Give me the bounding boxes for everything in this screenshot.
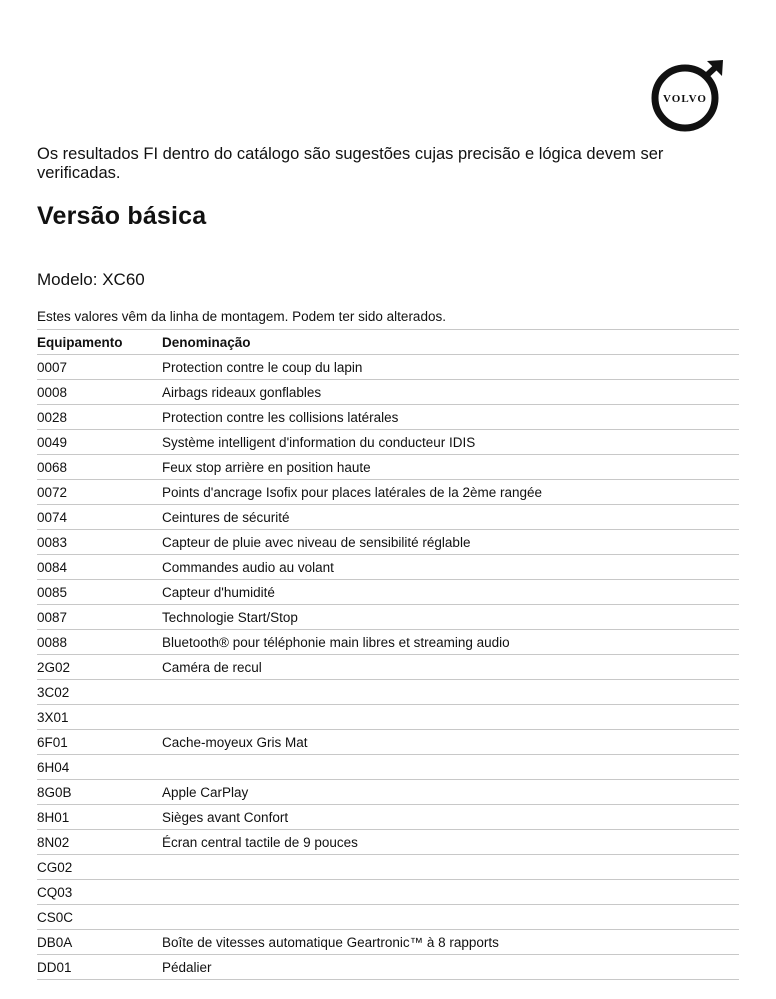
table-row bbox=[37, 680, 739, 705]
table-header-row bbox=[37, 330, 739, 355]
equipment-code-cell: 0028 bbox=[37, 409, 68, 425]
table-row bbox=[37, 430, 739, 455]
equipment-code-cell: 0007 bbox=[37, 359, 68, 375]
equipment-code-cell: 0008 bbox=[37, 384, 68, 400]
equipment-code-cell: 0074 bbox=[37, 509, 68, 525]
denomination-cell: Capteur de pluie avec niveau de sensibilité réglable bbox=[162, 534, 471, 550]
table-row bbox=[37, 805, 739, 830]
equipment-code-cell: CS0C bbox=[37, 909, 74, 925]
column-header-denomination: Denominação bbox=[162, 334, 251, 350]
denomination-cell: Commandes audio au volant bbox=[162, 559, 334, 575]
denomination-cell: Cache-moyeux Gris Mat bbox=[162, 734, 308, 750]
equipment-code-cell: 3X01 bbox=[37, 709, 69, 725]
denomination-cell: Apple CarPlay bbox=[162, 784, 249, 800]
denomination-cell: Airbags rideaux gonflables bbox=[162, 384, 322, 400]
denomination-cell: Feux stop arrière en position haute bbox=[162, 459, 371, 475]
table-row bbox=[37, 405, 739, 430]
table-row bbox=[37, 355, 739, 380]
denomination-cell: Points d'ancrage Isofix pour places latérales de la 2ème rangée bbox=[162, 484, 543, 500]
denomination-cell: Écran central tactile de 9 pouces bbox=[162, 834, 358, 850]
equipment-code-cell: 8N02 bbox=[37, 834, 70, 850]
table-row bbox=[37, 480, 739, 505]
logo-wordmark: VOLVO bbox=[663, 93, 707, 105]
denomination-cell: Boîte de vitesses automatique Geartronic™ à 8 rapports bbox=[162, 934, 499, 950]
denomination-cell: Bluetooth® pour téléphonie main libres et streaming audio bbox=[162, 634, 510, 650]
table-row bbox=[37, 580, 739, 605]
denomination-cell: Capteur d'humidité bbox=[162, 584, 275, 600]
table-row bbox=[37, 780, 739, 805]
table-row bbox=[37, 505, 739, 530]
table-row bbox=[37, 555, 739, 580]
denomination-cell: Pédalier bbox=[162, 959, 212, 975]
model-label: Modelo: XC60 bbox=[37, 270, 145, 289]
equipment-code-cell: 8G0B bbox=[37, 784, 72, 800]
table-row bbox=[37, 730, 739, 755]
equipment-code-cell: 0072 bbox=[37, 484, 68, 500]
equipment-code-cell: 0083 bbox=[37, 534, 68, 550]
table-row bbox=[37, 855, 739, 880]
equipment-code-cell: DD01 bbox=[37, 959, 72, 975]
equipment-code-cell: CQ03 bbox=[37, 884, 73, 900]
table-row bbox=[37, 830, 739, 855]
intro-text: Os resultados FI dentro do catálogo são sugestões cujas precisão e lógica devem ser verificadas. bbox=[37, 145, 664, 182]
equipment-code-cell: 0084 bbox=[37, 559, 68, 575]
equipment-code-cell: 0085 bbox=[37, 584, 68, 600]
denomination-cell: Protection contre les collisions latérales bbox=[162, 409, 399, 425]
equipment-code-cell: 0049 bbox=[37, 434, 68, 450]
denomination-cell: Ceintures de sécurité bbox=[162, 509, 290, 525]
page-title: Versão básica bbox=[37, 202, 207, 230]
equipment-code-cell: 3C02 bbox=[37, 684, 70, 700]
denomination-cell: Technologie Start/Stop bbox=[162, 609, 298, 625]
table-row bbox=[37, 955, 739, 980]
equipment-code-cell: 8H01 bbox=[37, 809, 70, 825]
table-row bbox=[37, 630, 739, 655]
equipment-code-cell: 6H04 bbox=[37, 759, 70, 775]
table-row bbox=[37, 605, 739, 630]
table-row bbox=[37, 530, 739, 555]
denomination-cell: Protection contre le coup du lapin bbox=[162, 359, 363, 375]
equipment-code-cell: 2G02 bbox=[37, 659, 71, 675]
equipment-code-cell: 0088 bbox=[37, 634, 68, 650]
denomination-cell: Caméra de recul bbox=[162, 659, 262, 675]
table-row bbox=[37, 380, 739, 405]
equipment-code-cell: 0087 bbox=[37, 609, 68, 625]
table-row bbox=[37, 880, 739, 905]
equipment-code-cell: 6F01 bbox=[37, 734, 68, 750]
table-row bbox=[37, 455, 739, 480]
volvo-iron-mark-icon bbox=[649, 58, 725, 134]
assembly-note: Estes valores vêm da linha de montagem. Podem ter sido alterados. bbox=[37, 309, 446, 324]
table-row bbox=[37, 655, 739, 680]
equipment-code-cell: DB0A bbox=[37, 934, 73, 950]
table-row bbox=[37, 905, 739, 930]
denomination-cell: Système intelligent d'information du conducteur IDIS bbox=[162, 434, 476, 450]
table-row bbox=[37, 755, 739, 780]
equipment-table bbox=[37, 329, 739, 980]
table-row bbox=[37, 930, 739, 955]
equipment-code-cell: CG02 bbox=[37, 859, 73, 875]
table-row bbox=[37, 705, 739, 730]
denomination-cell: Sièges avant Confort bbox=[162, 809, 289, 825]
column-header-equipment: Equipamento bbox=[37, 334, 123, 350]
equipment-code-cell: 0068 bbox=[37, 459, 68, 475]
